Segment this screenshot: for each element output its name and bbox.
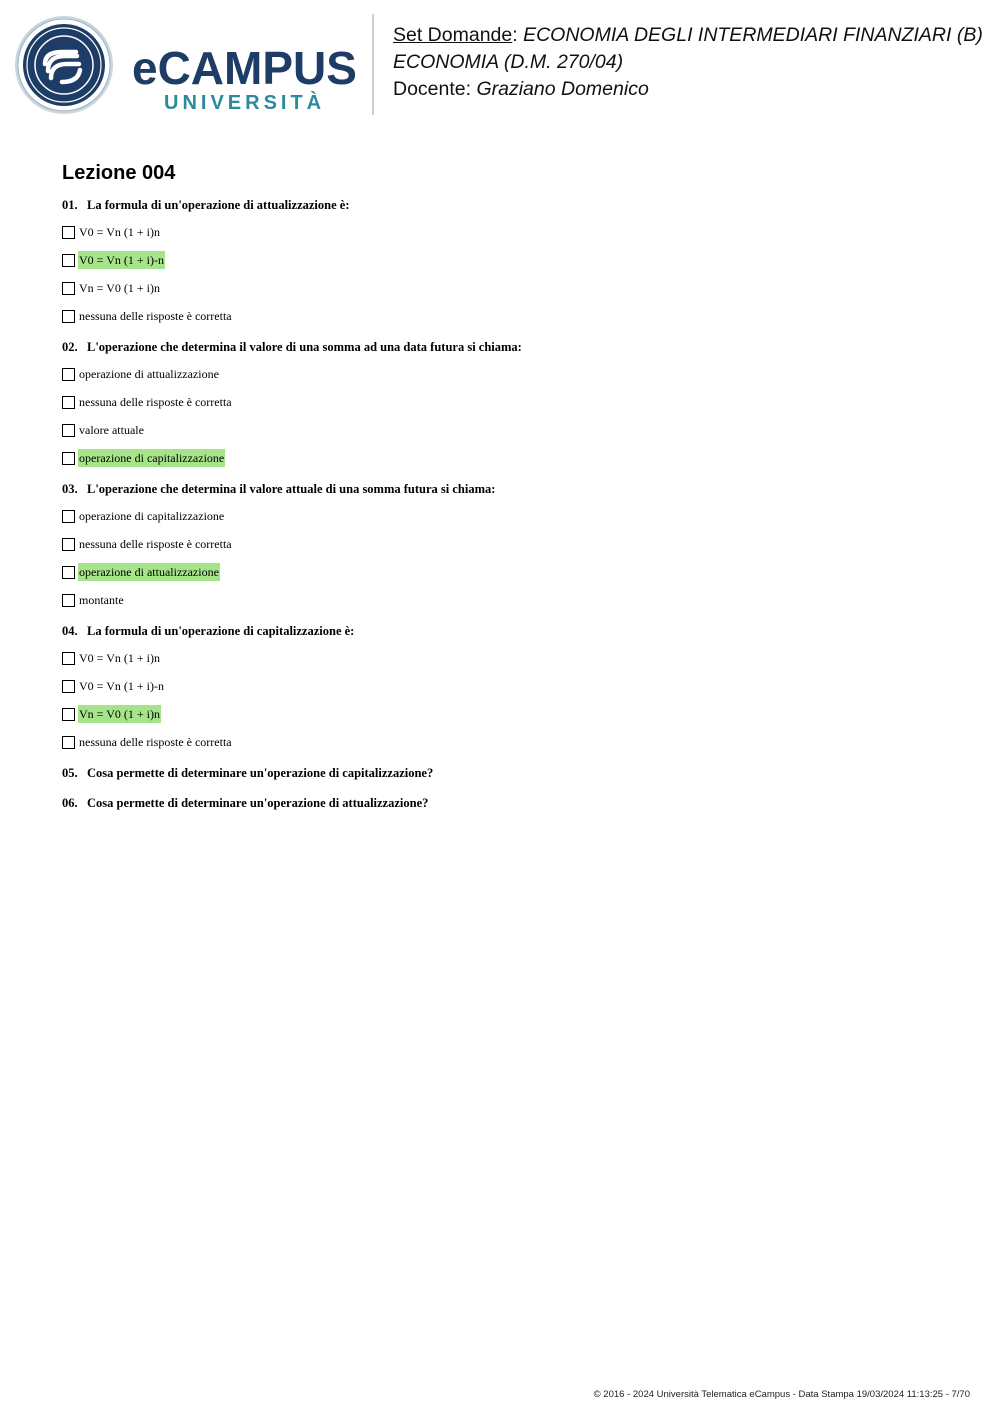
question — [62, 794, 962, 812]
question-number: 03. — [62, 482, 78, 496]
answer-option[interactable] — [62, 420, 962, 440]
question-text — [62, 622, 962, 640]
answer-checkbox[interactable] — [62, 594, 75, 607]
answer-option[interactable] — [62, 562, 962, 582]
answer-option[interactable] — [62, 534, 962, 554]
question-label: L'operazione che determina il valore di una somma ad una data futura si chiama: — [87, 340, 522, 354]
question — [62, 764, 962, 782]
set-domande-label: Set Domande — [393, 24, 513, 46]
course-degree: ECONOMIA (D.M. 270/04) — [393, 51, 624, 73]
set-separator: : — [512, 24, 524, 46]
answer-checkbox[interactable] — [62, 566, 75, 579]
question-label: Cosa permette di determinare un'operazione di capitalizzazione? — [87, 766, 434, 780]
lesson-title: Lezione 004 — [62, 162, 176, 184]
logo-subtitle: UNIVERSITÀ — [164, 92, 326, 114]
answer-checkbox[interactable] — [62, 368, 75, 381]
answer-text: nessuna delle risposte è corretta — [79, 537, 232, 551]
docente-name: Graziano Domenico — [476, 78, 649, 100]
answer-option[interactable] — [62, 250, 962, 270]
question — [62, 480, 962, 610]
question — [62, 338, 962, 468]
answer-text: valore attuale — [79, 423, 144, 437]
answer-option[interactable] — [62, 278, 962, 298]
answer-checkbox[interactable] — [62, 652, 75, 665]
answer-option[interactable] — [62, 506, 962, 526]
answer-text-correct: operazione di capitalizzazione — [79, 451, 225, 465]
answer-checkbox[interactable] — [62, 424, 75, 437]
question-label: La formula di un'operazione di attualizzazione è: — [87, 198, 350, 212]
question-label: L'operazione che determina il valore attuale di una somma futura si chiama: — [87, 482, 496, 496]
answer-option[interactable] — [62, 676, 962, 696]
question-list — [62, 196, 962, 824]
question-number: 06. — [62, 796, 78, 810]
question-number: 01. — [62, 198, 78, 212]
answer-option[interactable] — [62, 732, 962, 752]
question-text — [62, 196, 962, 214]
answer-checkbox[interactable] — [62, 538, 75, 551]
answer-checkbox[interactable] — [62, 510, 75, 523]
answer-option[interactable] — [62, 590, 962, 610]
answer-checkbox[interactable] — [62, 680, 75, 693]
answer-checkbox[interactable] — [62, 736, 75, 749]
answer-checkbox[interactable] — [62, 254, 75, 267]
question-number: 02. — [62, 340, 78, 354]
answer-option[interactable] — [62, 648, 962, 668]
question — [62, 196, 962, 326]
logo-wordmark: eCAMPUS — [132, 42, 357, 94]
answer-checkbox[interactable] — [62, 452, 75, 465]
answer-text: operazione di capitalizzazione — [79, 509, 225, 523]
answer-text: V0 = Vn (1 + i)n — [79, 651, 160, 665]
course-name: ECONOMIA DEGLI INTERMEDIARI FINANZIARI (B) — [523, 24, 983, 46]
question-text — [62, 338, 962, 356]
answer-option[interactable] — [62, 392, 962, 412]
answer-text: nessuna delle risposte è corretta — [79, 309, 232, 323]
question-number: 05. — [62, 766, 78, 780]
course-info — [393, 22, 993, 103]
answer-text-correct: V0 = Vn (1 + i)-n — [79, 253, 164, 267]
answer-text: V0 = Vn (1 + i)n — [79, 225, 160, 239]
ecampus-logo — [14, 14, 359, 118]
answer-text: Vn = V0 (1 + i)n — [79, 281, 160, 295]
question-text — [62, 764, 962, 782]
question-text — [62, 794, 962, 812]
answer-checkbox[interactable] — [62, 708, 75, 721]
answer-text: nessuna delle risposte è corretta — [79, 735, 232, 749]
answer-checkbox[interactable] — [62, 282, 75, 295]
docente-label: Docente: — [393, 78, 477, 100]
page-header — [0, 0, 1000, 130]
answer-option[interactable] — [62, 306, 962, 326]
answer-text: operazione di attualizzazione — [79, 367, 219, 381]
question-label: La formula di un'operazione di capitalizzazione è: — [87, 624, 355, 638]
answer-text: montante — [79, 593, 124, 607]
question — [62, 622, 962, 752]
question-text — [62, 480, 962, 498]
answer-text: V0 = Vn (1 + i)-n — [79, 679, 164, 693]
answer-checkbox[interactable] — [62, 310, 75, 323]
header-divider — [372, 14, 374, 115]
page-footer: © 2016 - 2024 Università Telematica eCampus - Data Stampa 19/03/2024 11:13:25 - 7/70 — [593, 1389, 970, 1400]
answer-option[interactable] — [62, 222, 962, 242]
answer-text-correct: operazione di attualizzazione — [79, 565, 219, 579]
answer-checkbox[interactable] — [62, 396, 75, 409]
answer-text-correct: Vn = V0 (1 + i)n — [79, 707, 160, 721]
answer-option[interactable] — [62, 704, 962, 724]
question-number: 04. — [62, 624, 78, 638]
answer-option[interactable] — [62, 364, 962, 384]
question-label: Cosa permette di determinare un'operazione di attualizzazione? — [87, 796, 429, 810]
answer-option[interactable] — [62, 448, 962, 468]
answer-checkbox[interactable] — [62, 226, 75, 239]
answer-text: nessuna delle risposte è corretta — [79, 395, 232, 409]
